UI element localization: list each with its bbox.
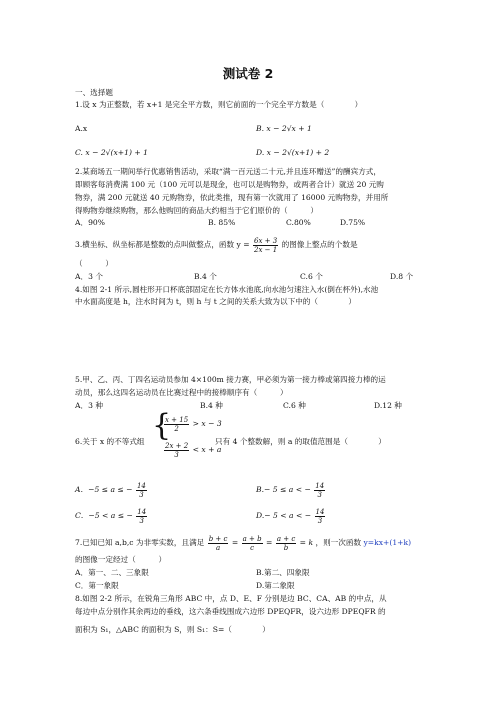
q4-line-1: 4.如图 2-1 所示,圆柱形开口杯底部固定在长方体水池底,向水池匀速注入水(倒在杯外),水池 [75,285,379,294]
q8-line-3: 面积为 S₁，△ABC 的面积为 S，则 S₁：S=（ ） [75,625,270,634]
q2-option-c: C.80% [286,218,311,227]
q3-fraction-numerator: 6x + 3 [254,236,278,245]
q2-line-2: 即顾客每消费满 100 元（100 元可以是现金，也可以是购物券，或两者合计）就送 20 元购 [75,180,384,189]
q7-equals-1: = [231,538,239,547]
q5-option-b: B.4 种 [200,401,223,410]
q2-option-a: A．90% [75,218,105,227]
q7-f1-den: a [215,543,221,552]
q6-option-c-fraction [136,508,147,525]
q6-ineq2-denominator: 3 [174,450,179,459]
q1-stem: 1.设 x 为正整数，若 x+1 是完全平方数，则它前面的一个完全平方数是（ ） [75,100,363,109]
q7-fraction-3 [276,535,296,552]
q8-line-1: 8.如图 2-2 所示，在锐角三角形 ABC 中，点 D、E、F 分别是边 BC、CA、AB 的中点，从 [75,594,387,603]
q5-option-a: A．3 种 [75,401,103,410]
q2-option-b: B. 85% [208,218,236,227]
q3-stem-pre: 3.横坐标、纵坐标都是整数的点叫做整点，函数 y = [75,240,250,249]
q7-f2-num: a + b [242,534,262,543]
q6-option-c-den: 3 [139,516,144,525]
q3-option-d: D.8 个 [390,272,414,281]
q7-f3-num: a + c [276,534,296,543]
q3-option-a: A．3 个 [75,272,103,281]
q2-option-d: D.75% [340,218,366,227]
q6-option-b [256,480,326,500]
q3-option-b: B.4 个 [194,272,217,281]
q6-option-a-fraction [136,482,147,499]
q3-fraction [253,237,278,254]
q4-line-2: 中水面高度是 h，注水时间为 t，则 h 与 t 之间的关系大致为以下中的（ ） [75,297,356,306]
q6-lead: 6.关于 x 的不等式组 [75,437,145,446]
page-title: 测试卷 2 [222,66,274,81]
q1-option-a: A.x [75,124,88,133]
q6-system-brace: { [152,408,172,443]
q7-f1-num: b + c [208,534,228,543]
q6-ineq2-fraction [164,442,189,459]
q7-lead: 7.已知已知 a,b,c 为非零实数，且满足 [75,538,205,547]
q5-option-d: D.12 种 [374,401,402,410]
q5-line-2: 动员，那么这四名运动员在比赛过程中的接棒顺序有（ ） [75,388,288,397]
q3-answer-paren: （ ） [75,259,113,268]
q7-stem [75,533,411,553]
q6-option-d-fraction [315,508,326,525]
q6-option-c-text: C．−5 < a ≤ − [75,511,133,520]
q6-option-d-den: 3 [317,516,323,525]
q6-ineq1-denominator: 2 [174,424,179,433]
q7-line-2: 的图像一定经过（ ） [75,555,167,564]
q2-line-1: 2.某商场五一期间举行优惠销售活动，采取“满一百元送二十元,并且连环赠送”的酬宾方式， [75,167,381,176]
q6-option-d-num: 14 [315,507,325,516]
q6-ineq1-numerator: x + 15 [165,415,189,424]
q7-f2-den: c [250,543,255,552]
q7-option-d: D.第二象限 [256,581,295,590]
q7-option-b: B.第二、四象限 [256,568,310,577]
q7-fraction-1 [208,535,229,552]
q6-option-b-num: 14 [315,481,325,490]
q7-option-a: A．第一、二、三象限 [75,568,149,577]
q3-fraction-denominator: 2x − 1 [254,245,278,254]
q6-option-b-text: B.− 5 ≤ a < − [256,485,311,494]
q6-inequality-2 [163,440,221,460]
q7-k: = k [299,538,314,547]
q1-option-c: C. x − 2√(x+1) + 1 [75,148,148,157]
q6-tail: 只有 4 个整数解，则 a 的取值范围是（ ） [215,437,386,446]
q6-option-a-text: A．−5 ≤ a ≤ − [75,485,133,494]
q3-stem-post: 的图像上整点的个数是 [281,240,358,249]
q1-option-d: D. x − 2√(x+1) + 2 [256,148,330,157]
q5-line-1: 5.甲、乙、丙、丁四名运动员参加 4×100m 接力赛，甲必须为第一接力棒或第四接力棒的运 [75,375,386,384]
q6-option-c [75,506,148,526]
q6-ineq2-rest: < x + a [192,445,222,454]
q6-option-d-text: D.− 5 < a < − [256,511,312,520]
q6-option-b-den: 3 [317,490,322,499]
q6-ineq1-fraction [164,416,189,433]
q6-option-b-fraction [314,482,325,499]
q7-equals-2: = [266,538,273,547]
q3-option-c: C.6 个 [300,272,323,281]
q6-option-a-den: 3 [139,490,144,499]
q6-option-a-num: 14 [136,481,146,490]
q7-function: y=kx+(1+k) [363,538,412,547]
q7-f3-den: b [283,543,289,552]
q1-option-b: B. x − 2√x + 1 [256,124,312,133]
q5-option-c: C.6 种 [283,401,306,410]
q6-option-c-num: 14 [137,507,147,516]
q6-ineq2-numerator: 2x + 2 [165,441,189,450]
q7-mid: ，则一次函数 [315,538,362,547]
q7-fraction-2 [242,535,263,552]
q7-option-c: C．第一象限 [75,581,119,590]
q6-option-d [256,506,326,526]
q2-line-4: 得购物券继续购物，那么他购回的商品大约相当于它们原价的（ ） [75,206,318,215]
q8-line-2: 每边中点分别作其余两边的垂线，这六条垂线围成六边形 DPEQFR，设六边形 DPEQFR 的 [75,607,386,616]
q6-ineq1-rest: > x − 3 [192,419,222,428]
section-heading: 一、选择题 [75,88,113,97]
q3-stem [75,235,358,255]
q2-line-3: 物券，满 200 元就送 40 元购物券，依此类推，现有第一次就用了 16000 元购物券，并用所 [75,193,389,202]
q6-inequality-1 [163,414,222,434]
q6-option-a [75,480,148,500]
